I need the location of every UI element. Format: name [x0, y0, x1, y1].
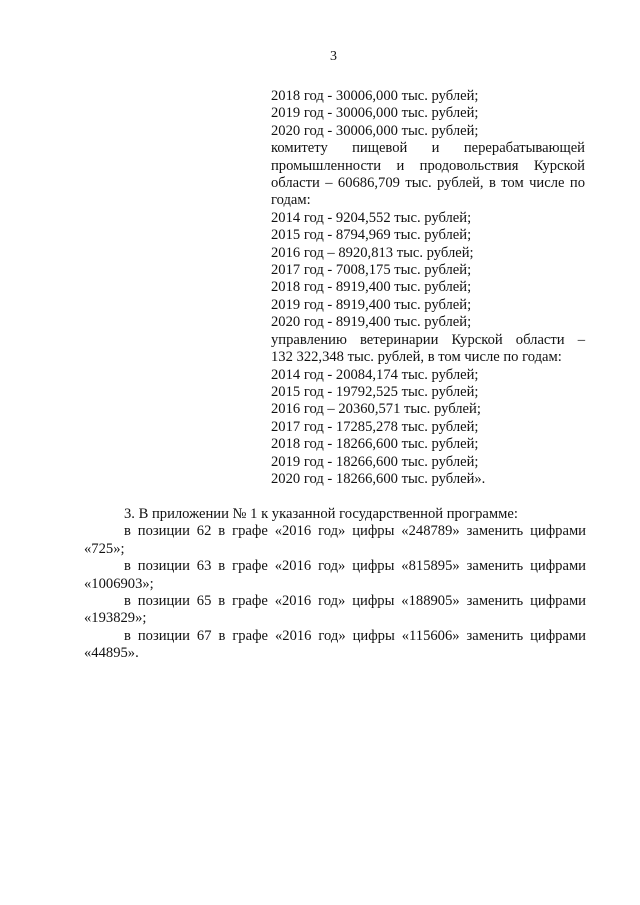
budget-line: 2016 год – 8920,813 тыс. рублей;	[271, 244, 474, 261]
budget-line: 2018 год - 8919,400 тыс. рублей;	[271, 279, 472, 296]
committee-line-2: промышленности и продовольствия Курской	[271, 157, 585, 174]
budget-line: 2019 год - 18266,600 тыс. рублей;	[271, 453, 479, 470]
amendment-item	[84, 628, 586, 663]
veterinary-line-1: управлению ветеринарии Курской области –	[271, 331, 585, 348]
budget-line: 2020 год - 8919,400 тыс. рублей;	[271, 314, 472, 331]
veterinary-line-2: 132 322,348 тыс. рублей, в том числе по годам:	[271, 349, 562, 366]
section-heading: 3. В приложении № 1 к указанной государственной программе:	[124, 506, 518, 522]
amendment-line-1: в позиции 62 в графе «2016 год» цифры «248789» заменить цифрами	[124, 523, 586, 540]
budget-line: 2020 год - 18266,600 тыс. рублей».	[271, 470, 486, 487]
veterinary-paragraph	[271, 332, 585, 367]
budget-line: 2017 год - 7008,175 тыс. рублей;	[271, 262, 472, 279]
committee-line-4: годам:	[271, 192, 311, 209]
budget-list-2	[271, 210, 585, 332]
amendment-line-2: «725»;	[84, 540, 125, 557]
amendment-line-1: в позиции 65 в графе «2016 год» цифры «188905» заменить цифрами	[124, 593, 586, 610]
budget-line: 2018 год - 18266,600 тыс. рублей;	[271, 436, 479, 453]
budget-line: 2019 год - 8919,400 тыс. рублей;	[271, 296, 472, 313]
committee-line-3: области – 60686,709 тыс. рублей, в том числе по	[271, 175, 585, 192]
amendment-item	[84, 523, 586, 558]
funding-column	[271, 88, 585, 488]
budget-line: 2020 год - 30006,000 тыс. рублей;	[271, 122, 479, 139]
amendment-line-2: «193829»;	[84, 610, 147, 627]
amendment-line-2: «1006903»;	[84, 575, 154, 592]
budget-line: 2015 год - 8794,969 тыс. рублей;	[271, 227, 472, 244]
budget-line: 2019 год - 30006,000 тыс. рублей;	[271, 105, 479, 122]
committee-line-1: комитету пищевой и перерабатывающей	[271, 140, 585, 157]
budget-line: 2018 год - 30006,000 тыс. рублей;	[271, 88, 479, 104]
budget-line: 2014 год - 20084,174 тыс. рублей;	[271, 366, 479, 383]
budget-line: 2016 год – 20360,571 тыс. рублей;	[271, 401, 481, 418]
amendment-item	[84, 558, 586, 593]
budget-line: 2017 год - 17285,278 тыс. рублей;	[271, 418, 479, 435]
budget-list-3	[271, 367, 585, 489]
budget-list-1	[271, 88, 585, 140]
budget-line: 2015 год - 19792,525 тыс. рублей;	[271, 383, 479, 400]
section-3	[84, 506, 586, 663]
amendment-line-1: в позиции 63 в графе «2016 год» цифры «815895» заменить цифрами	[124, 558, 586, 575]
committee-paragraph	[271, 140, 585, 210]
budget-line: 2014 год - 9204,552 тыс. рублей;	[271, 209, 472, 226]
amendment-item	[84, 593, 586, 628]
amendment-line-1: в позиции 67 в графе «2016 год» цифры «115606» заменить цифрами	[124, 627, 586, 644]
amendment-line-2: «44895».	[84, 645, 139, 662]
page-number: 3	[330, 49, 337, 64]
